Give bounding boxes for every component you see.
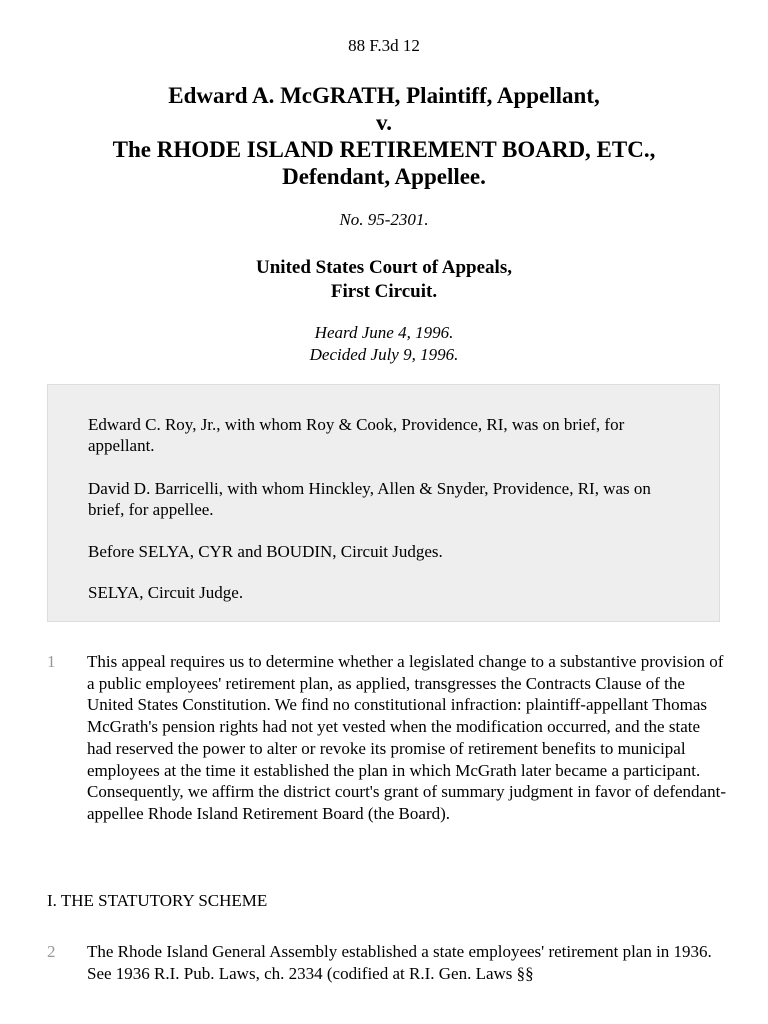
counsel-appellee: David D. Barricelli, with whom Hinckley, Allen & Snyder, Providence, RI, was on brief, for appellee. [88,479,651,519]
case-title-line-defendant-role: Defendant, Appellee. [282,164,486,189]
case-title-line-versus: v. [376,110,392,135]
court-name-line-1: United States Court of Appeals, [256,257,512,278]
opinion-author: SELYA, Circuit Judge. [88,583,244,602]
case-citation: 88 F.3d 12 [348,36,420,55]
case-title-line-plaintiff: Edward A. McGRATH, Plaintiff, Appellant, [168,83,600,108]
decided-date: Decided July 9, 1996. [309,345,459,364]
case-dates [0,322,768,366]
court-name-line-2: First Circuit. [330,281,438,302]
section-heading: I. THE STATUTORY SCHEME [47,891,268,910]
counsel-panel [47,384,720,622]
heard-date: Heard June 4, 1996. [314,323,454,342]
counsel-appellant: Edward C. Roy, Jr., with whom Roy & Cook, Providence, RI, was on brief, for appellant. [88,415,625,455]
court-name [0,256,768,304]
paragraph-number: 1 [47,652,56,671]
case-title [0,82,768,190]
docket-number: No. 95-2301. [339,210,429,229]
case-title-line-defendant: The RHODE ISLAND RETIREMENT BOARD, ETC., [112,137,656,162]
panel-judges: Before SELYA, CYR and BOUDIN, Circuit Judges. [88,542,443,561]
paragraph-number: 2 [47,942,56,961]
paragraph-text: This appeal requires us to determine whether a legislated change to a substantive provision of a public employees' retirement plan, as applied, transgresses the Contracts Clause of the United States Constitution. We find no constitutional infraction: plaintiff-appellant Thomas McGrath's pension rights had not yet vested when the modification occurred, and the state had reserved the power to alter or revoke its promise of retirement benefits to municipal employees at the time it established the plan in which McGrath later became a participant. Consequently, we affirm the district court's grant of summary judgment in favor of defendant-appellee Rhode Island Retirement Board (the Board). [87,652,726,823]
paragraph-text: The Rhode Island General Assembly established a state employees' retirement plan in 1936. See 1936 R.I. Pub. Laws, ch. 2334 (codified at R.I. Gen. Laws §§ [87,942,712,983]
